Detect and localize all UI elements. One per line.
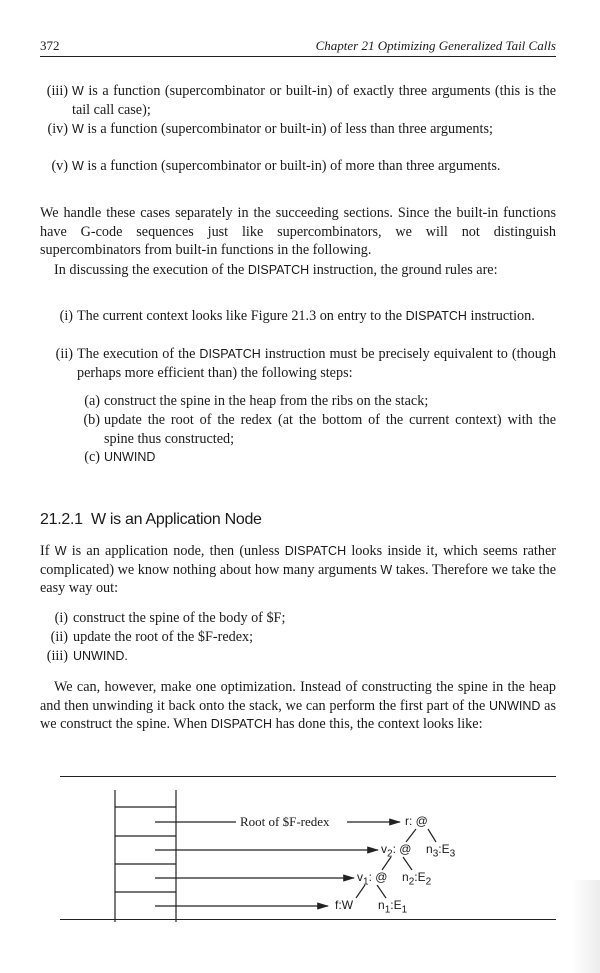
stack <box>115 790 176 922</box>
spine-diagram <box>60 772 556 927</box>
rule-i: (i) The current context looks like Figure 21.3 on entry to the DISPATCH instruction. <box>77 307 556 326</box>
step-label: (a) <box>84 393 100 409</box>
running-header <box>40 36 556 57</box>
node-r: r: @ <box>405 814 428 828</box>
step-label: (c) <box>84 449 100 465</box>
step-label: (i) <box>54 610 68 626</box>
step-b: (b) update the root of the redex (at the bottom of the current context) with the spine thus constructed; <box>104 411 556 448</box>
root-label: Root of $F-redex <box>240 814 330 829</box>
scan-shadow <box>572 880 600 973</box>
section-title: W is an Application Node <box>90 511 262 528</box>
case-iii: (iii) W is a function (supercombinator or built-in) of exactly three arguments (this is the tail call case); <box>72 82 556 119</box>
step-label: (iii) <box>46 648 68 664</box>
easy-step-iii: (iii) UNWIND. <box>73 647 556 666</box>
step-a: (a) construct the spine in the heap from the ribs on the stack; <box>104 392 556 411</box>
easy-step-ii: (ii) update the root of the $F-redex; <box>73 628 556 647</box>
code-w: W <box>72 84 84 98</box>
case-label: (v) <box>51 158 68 174</box>
code-dispatch: DISPATCH <box>284 544 347 558</box>
code-w: W <box>72 159 84 173</box>
code-w: W <box>72 122 84 136</box>
node-f: f:W <box>335 898 354 912</box>
code-dispatch: DISPATCH <box>199 347 261 361</box>
node-v2: $v_2$: @ <box>381 842 412 860</box>
node-n2: $n_2:E_2$ <box>402 870 432 888</box>
paragraph-ground-rules: In discussing the execution of the DISPATCH instruction, the ground rules are: <box>54 262 498 278</box>
edge-r-n3 <box>428 829 436 842</box>
case-label: (iii) <box>46 83 68 99</box>
paragraph-application-node: If W is an application node, then (unless DISPATCH looks inside it, which seems rather complicated) we know nothing about how many arguments W takes. Therefore we take the easy way out: <box>40 543 556 597</box>
rule-ii: (ii) The execution of the DISPATCH instruction must be precisely equivalent to (though perhaps more efficient than) the following steps: <box>77 345 556 382</box>
paragraph-optimization: We can, however, make one optimization. Instead of constructing the spine in the heap and then unwinding it back onto the stack, we can perform the first part of the UNWIND as we construct the spine. When DISPATCH has done this, the context looks like: <box>40 679 557 733</box>
code-dispatch: DISPATCH <box>405 309 467 323</box>
step-label: (b) <box>83 412 100 428</box>
figure-bottom-rule <box>60 919 556 920</box>
code-dispatch: DISPATCH <box>210 717 273 732</box>
step-c: (c) UNWIND <box>104 448 556 467</box>
node-n1: $n_1:E_1$ <box>378 898 408 916</box>
rule-label: (i) <box>59 308 73 324</box>
node-n3: $n_3:E_3$ <box>426 842 456 860</box>
case-v: (v) W is a function (supercombinator or built-in) of more than three arguments. <box>72 157 556 176</box>
code-dispatch: DISPATCH <box>247 263 310 277</box>
step-label: (ii) <box>50 629 68 645</box>
code-unwind: UNWIND <box>489 698 541 713</box>
node-v1: $v_1$: @ <box>357 870 388 888</box>
paragraph-cases-separately: We handle these cases separately in the succeeding sections. Since the built-in functions have G-code sequences just like supercombinators, we will not distinguish supercombinators from built-in functions in the following. <box>40 205 556 259</box>
code-w: W <box>380 562 393 577</box>
edge-r-v2 <box>406 829 416 842</box>
section-number: 21.2.1 <box>40 511 83 528</box>
case-label: (iv) <box>47 121 68 137</box>
section-heading <box>40 511 262 529</box>
page-number: 372 <box>40 38 60 53</box>
code-w: W <box>54 544 67 558</box>
spine-figure <box>60 772 556 927</box>
easy-step-i: (i) construct the spine of the body of $F; <box>73 609 556 628</box>
rule-label: (ii) <box>55 346 73 362</box>
running-title: Chapter 21 Optimizing Generalized Tail Calls <box>315 38 556 53</box>
case-iv: (iv) W is a function (supercombinator or built-in) of less than three arguments; <box>72 120 556 139</box>
